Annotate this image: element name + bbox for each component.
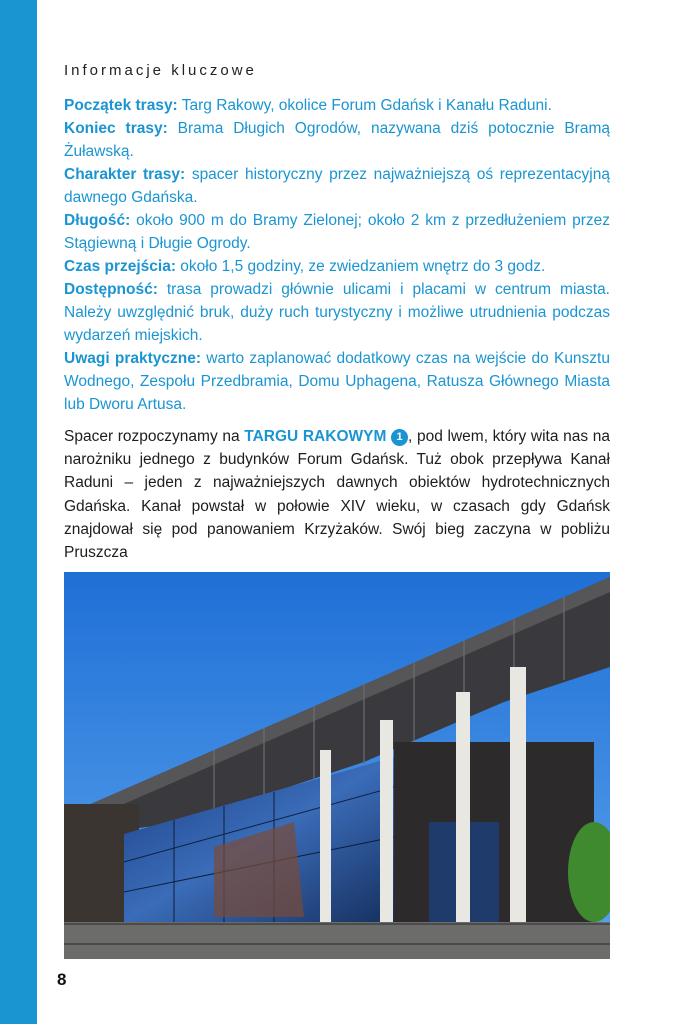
info-item-character (64, 163, 610, 209)
info-label: Dostępność: (64, 281, 158, 298)
info-label: Charakter trasy: (64, 166, 186, 183)
sidebar-accent-bar (0, 0, 37, 1024)
info-item-accessibility (64, 278, 610, 347)
info-text: warto zaplanować dodatkowy czas na wejście do Kunsztu Wodnego, Zespołu Przedbramia, Domu Uphagena, Ratusza Głównego Miasta lub Dworu Artusa. (64, 350, 610, 413)
body-paragraph (64, 425, 610, 564)
info-text: Brama Długich Ogrodów, nazywana dziś potocznie Bramą Żuławską. (64, 120, 610, 160)
key-info-list (64, 94, 610, 416)
body-text-rest: , pod lwem, który wita nas na narożniku jednego z budynków Forum Gdańsk. Tuż obok przepływa Kanał Raduni – jeden z najważniejszych dawnych obiektów hydrotechnicznych Gdańska. Kanał powstał w połowie XIV wieku, w czasach gdy Gdańsk znajdował się pod panowaniem Krzyżaków. Swój bieg zaczyna w pobliżu Pruszcza (64, 428, 611, 562)
section-title: Informacje kluczowe (64, 62, 257, 79)
map-marker-number: 1 (391, 429, 408, 446)
info-label: Czas przejścia: (64, 258, 176, 275)
info-label: Uwagi praktyczne: (64, 350, 202, 367)
info-text: spacer historyczny przez najważniejszą oś reprezentacyjną dawnego Gdańska. (64, 166, 610, 206)
building-photo (64, 572, 610, 959)
info-label: Długość: (64, 212, 131, 229)
info-text: około 900 m do Bramy Zielonej; około 2 km z przedłużeniem przez Stągiewną i Długie Ogrody. (64, 212, 610, 252)
info-text: trasa prowadzi głównie ulicami i placami w centrum miasta. Należy uwzględnić bruk, duży ruch turystyczny i możliwe utrudnienia podczas wydarzeń miejskich. (64, 281, 610, 344)
info-label: Początek trasy: (64, 97, 178, 114)
info-text: Targ Rakowy, okolice Forum Gdańsk i Kanału Raduni. (177, 97, 552, 114)
info-item-length (64, 209, 610, 255)
info-item-end (64, 117, 610, 163)
info-label: Koniec trasy: (64, 120, 168, 137)
info-item-tips (64, 347, 610, 416)
page-number: 8 (57, 970, 67, 989)
place-name: TARGU RAKOWYM (244, 428, 387, 445)
info-text: około 1,5 godziny, ze zwiedzaniem wnętrz do 3 godz. (176, 258, 546, 275)
info-item-start (64, 94, 610, 117)
body-text-start: Spacer rozpoczynamy na (64, 428, 245, 445)
info-item-duration (64, 255, 610, 278)
